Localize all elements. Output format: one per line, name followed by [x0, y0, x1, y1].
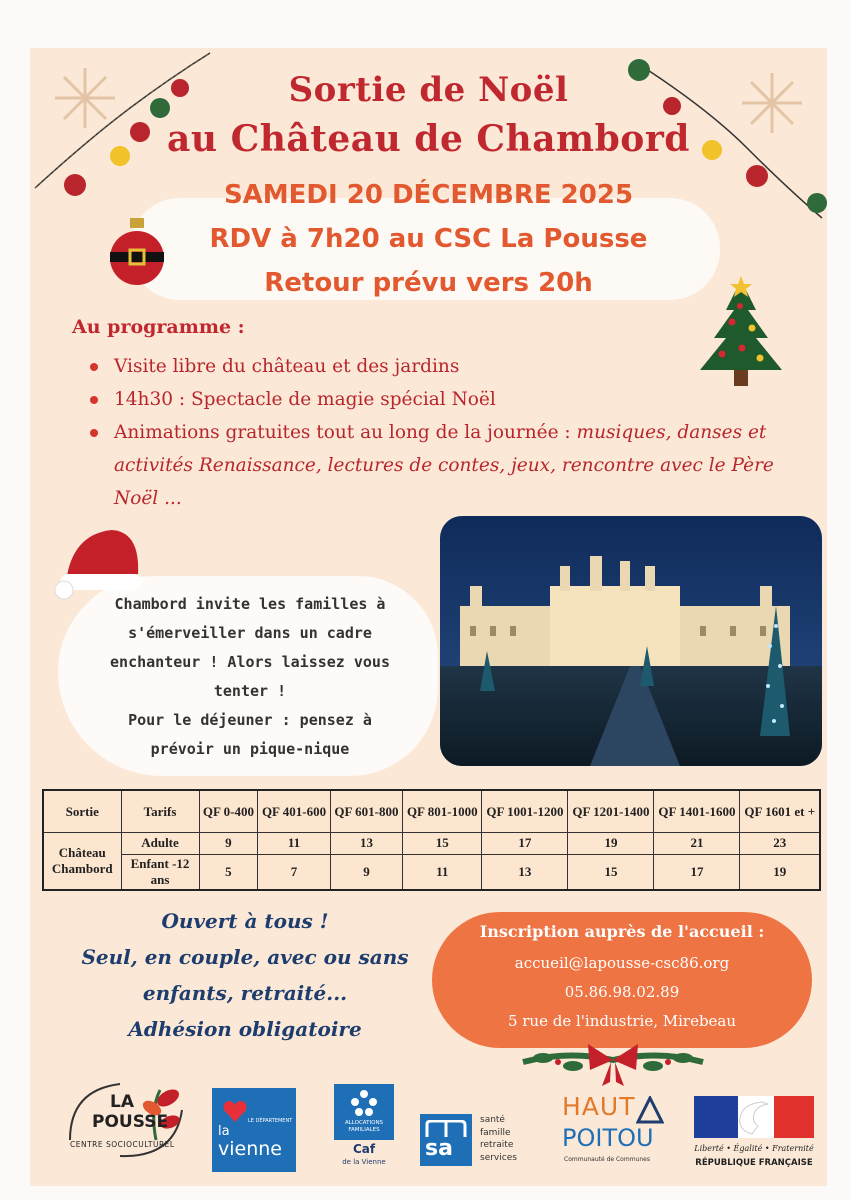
haut-poitou-triangle-icon — [636, 1096, 664, 1124]
haut-poitou-logo — [560, 1092, 680, 1172]
meeting-time: RDV à 7h20 au CSC La Pousse — [209, 224, 648, 254]
vienne-department-label: LE DÉPARTEMENT — [248, 1118, 293, 1124]
la-pousse-subtitle: CENTRE SOCIOCULTUREL — [70, 1140, 175, 1149]
programme-list — [88, 350, 788, 515]
inscription-phone[interactable]: 05.86.98.02.89 — [564, 983, 680, 1001]
rf-motto: Liberté • Égalité • Fraternité — [694, 1144, 814, 1153]
price-cell: 11 — [403, 854, 482, 890]
header-cell: QF 801-1000 — [403, 790, 482, 832]
heart-icon — [222, 1098, 248, 1124]
republique-francaise-logo — [694, 1096, 814, 1176]
price-cell: 17 — [482, 832, 568, 854]
inscription-address: 5 rue de l'industrie, Mirebeau — [507, 1012, 737, 1030]
inscription-title: Inscription auprès de l'accueil : — [479, 922, 765, 941]
header-cell: QF 0-400 — [199, 790, 258, 832]
header-cell: QF 1401-1600 — [654, 790, 740, 832]
header-cell: QF 601-800 — [330, 790, 402, 832]
header-cell: Sortie — [43, 790, 121, 832]
price-cell: 19 — [740, 854, 820, 890]
return-time: Retour prévu vers 20h — [264, 268, 593, 298]
table-header-row — [43, 790, 820, 832]
haut-label: HAUT — [562, 1092, 636, 1121]
msa-tagline: santé famille retraite services — [480, 1115, 517, 1163]
inscription-email[interactable]: accueil@lapousse-csc86.org — [514, 954, 730, 972]
flyer — [30, 48, 827, 1186]
header-cell: QF 1601 et + — [740, 790, 820, 832]
la-pousse-line2: POUSSE — [92, 1112, 169, 1132]
price-cell: 23 — [740, 832, 820, 854]
price-cell: 15 — [403, 832, 482, 854]
caf-logo — [334, 1084, 394, 1174]
msa-square — [420, 1114, 472, 1166]
tarif-label-cell: Adulte — [121, 832, 199, 854]
la-pousse-logo — [60, 1070, 188, 1170]
tarif-label-cell: Enfant -12 ans — [121, 854, 199, 890]
la-vienne-logo — [212, 1088, 296, 1172]
header-cell: QF 401-600 — [258, 790, 330, 832]
caf-top-label: ALLOCATIONS FAMILIALES — [344, 1120, 384, 1133]
header-cell: QF 1201-1400 — [568, 790, 654, 832]
vienne-name: vienne — [218, 1138, 282, 1160]
price-cell: 11 — [258, 832, 330, 854]
header-cell: Tarifs — [121, 790, 199, 832]
price-cell: 19 — [568, 832, 654, 854]
la-pousse-line1: LA — [110, 1092, 134, 1112]
price-cell: 21 — [654, 832, 740, 854]
table-row — [43, 832, 820, 854]
sortie-cell: Château Chambord — [43, 832, 121, 890]
event-date: SAMEDI 20 DÉCEMBRE 2025 — [223, 180, 634, 210]
haut-poitou-subtitle: Communauté de Communes — [564, 1156, 650, 1163]
title-line1: Sortie de Noël — [288, 70, 569, 110]
price-cell: 5 — [199, 854, 258, 890]
holly-bow-decoration — [518, 1036, 708, 1088]
programme-item: 14h30 : Spectacle de magie spécial Noël — [88, 383, 788, 416]
open-to-all-text: Ouvert à tous ! Seul, en couple, avec ou sans enfants, retraité... Adhésion obligatoire — [81, 909, 409, 1041]
price-cell: 7 — [258, 854, 330, 890]
price-cell: 13 — [482, 854, 568, 890]
msa-logo — [420, 1114, 540, 1170]
programme-item: Visite libre du château et des jardins — [88, 350, 788, 383]
price-cell: 9 — [330, 854, 402, 890]
tarifs-table — [42, 789, 821, 891]
price-cell: 15 — [568, 854, 654, 890]
marianne-profile-icon — [732, 1100, 772, 1136]
programme-title: Au programme : — [72, 316, 245, 338]
caf-name: Caf — [352, 1142, 376, 1156]
price-cell: 17 — [654, 854, 740, 890]
caf-emblem-icon — [348, 1088, 380, 1118]
price-cell: 9 — [199, 832, 258, 854]
inscription-box — [432, 912, 812, 1048]
chambord-castle-photo — [440, 516, 822, 766]
vienne-la-label: la — [218, 1124, 230, 1139]
title-line2: au Château de Chambord — [167, 118, 690, 160]
price-cell: 13 — [330, 832, 402, 854]
header-cell: QF 1001-1200 — [482, 790, 568, 832]
programme-item: Animations gratuites tout au long de la journée : musiques, danses et activités Renaissance, lectures de contes, jeux, rencontre avec le Père Noël ... — [88, 416, 788, 515]
poitou-label: POITOU — [562, 1124, 654, 1152]
caf-subtitle: de la Vienne — [342, 1158, 386, 1166]
caf-blue-block — [334, 1084, 394, 1140]
invite-text: Chambord invite les familles à s'émerveiller dans un cadre enchanteur ! Alors laissez vous tenter ! Pour le déjeuner : pensez à prévoir un pique-nique — [110, 595, 390, 758]
msa-text: sa — [425, 1136, 453, 1161]
table-row — [43, 854, 820, 890]
rf-name: RÉPUBLIQUE FRANÇAISE — [695, 1158, 813, 1168]
